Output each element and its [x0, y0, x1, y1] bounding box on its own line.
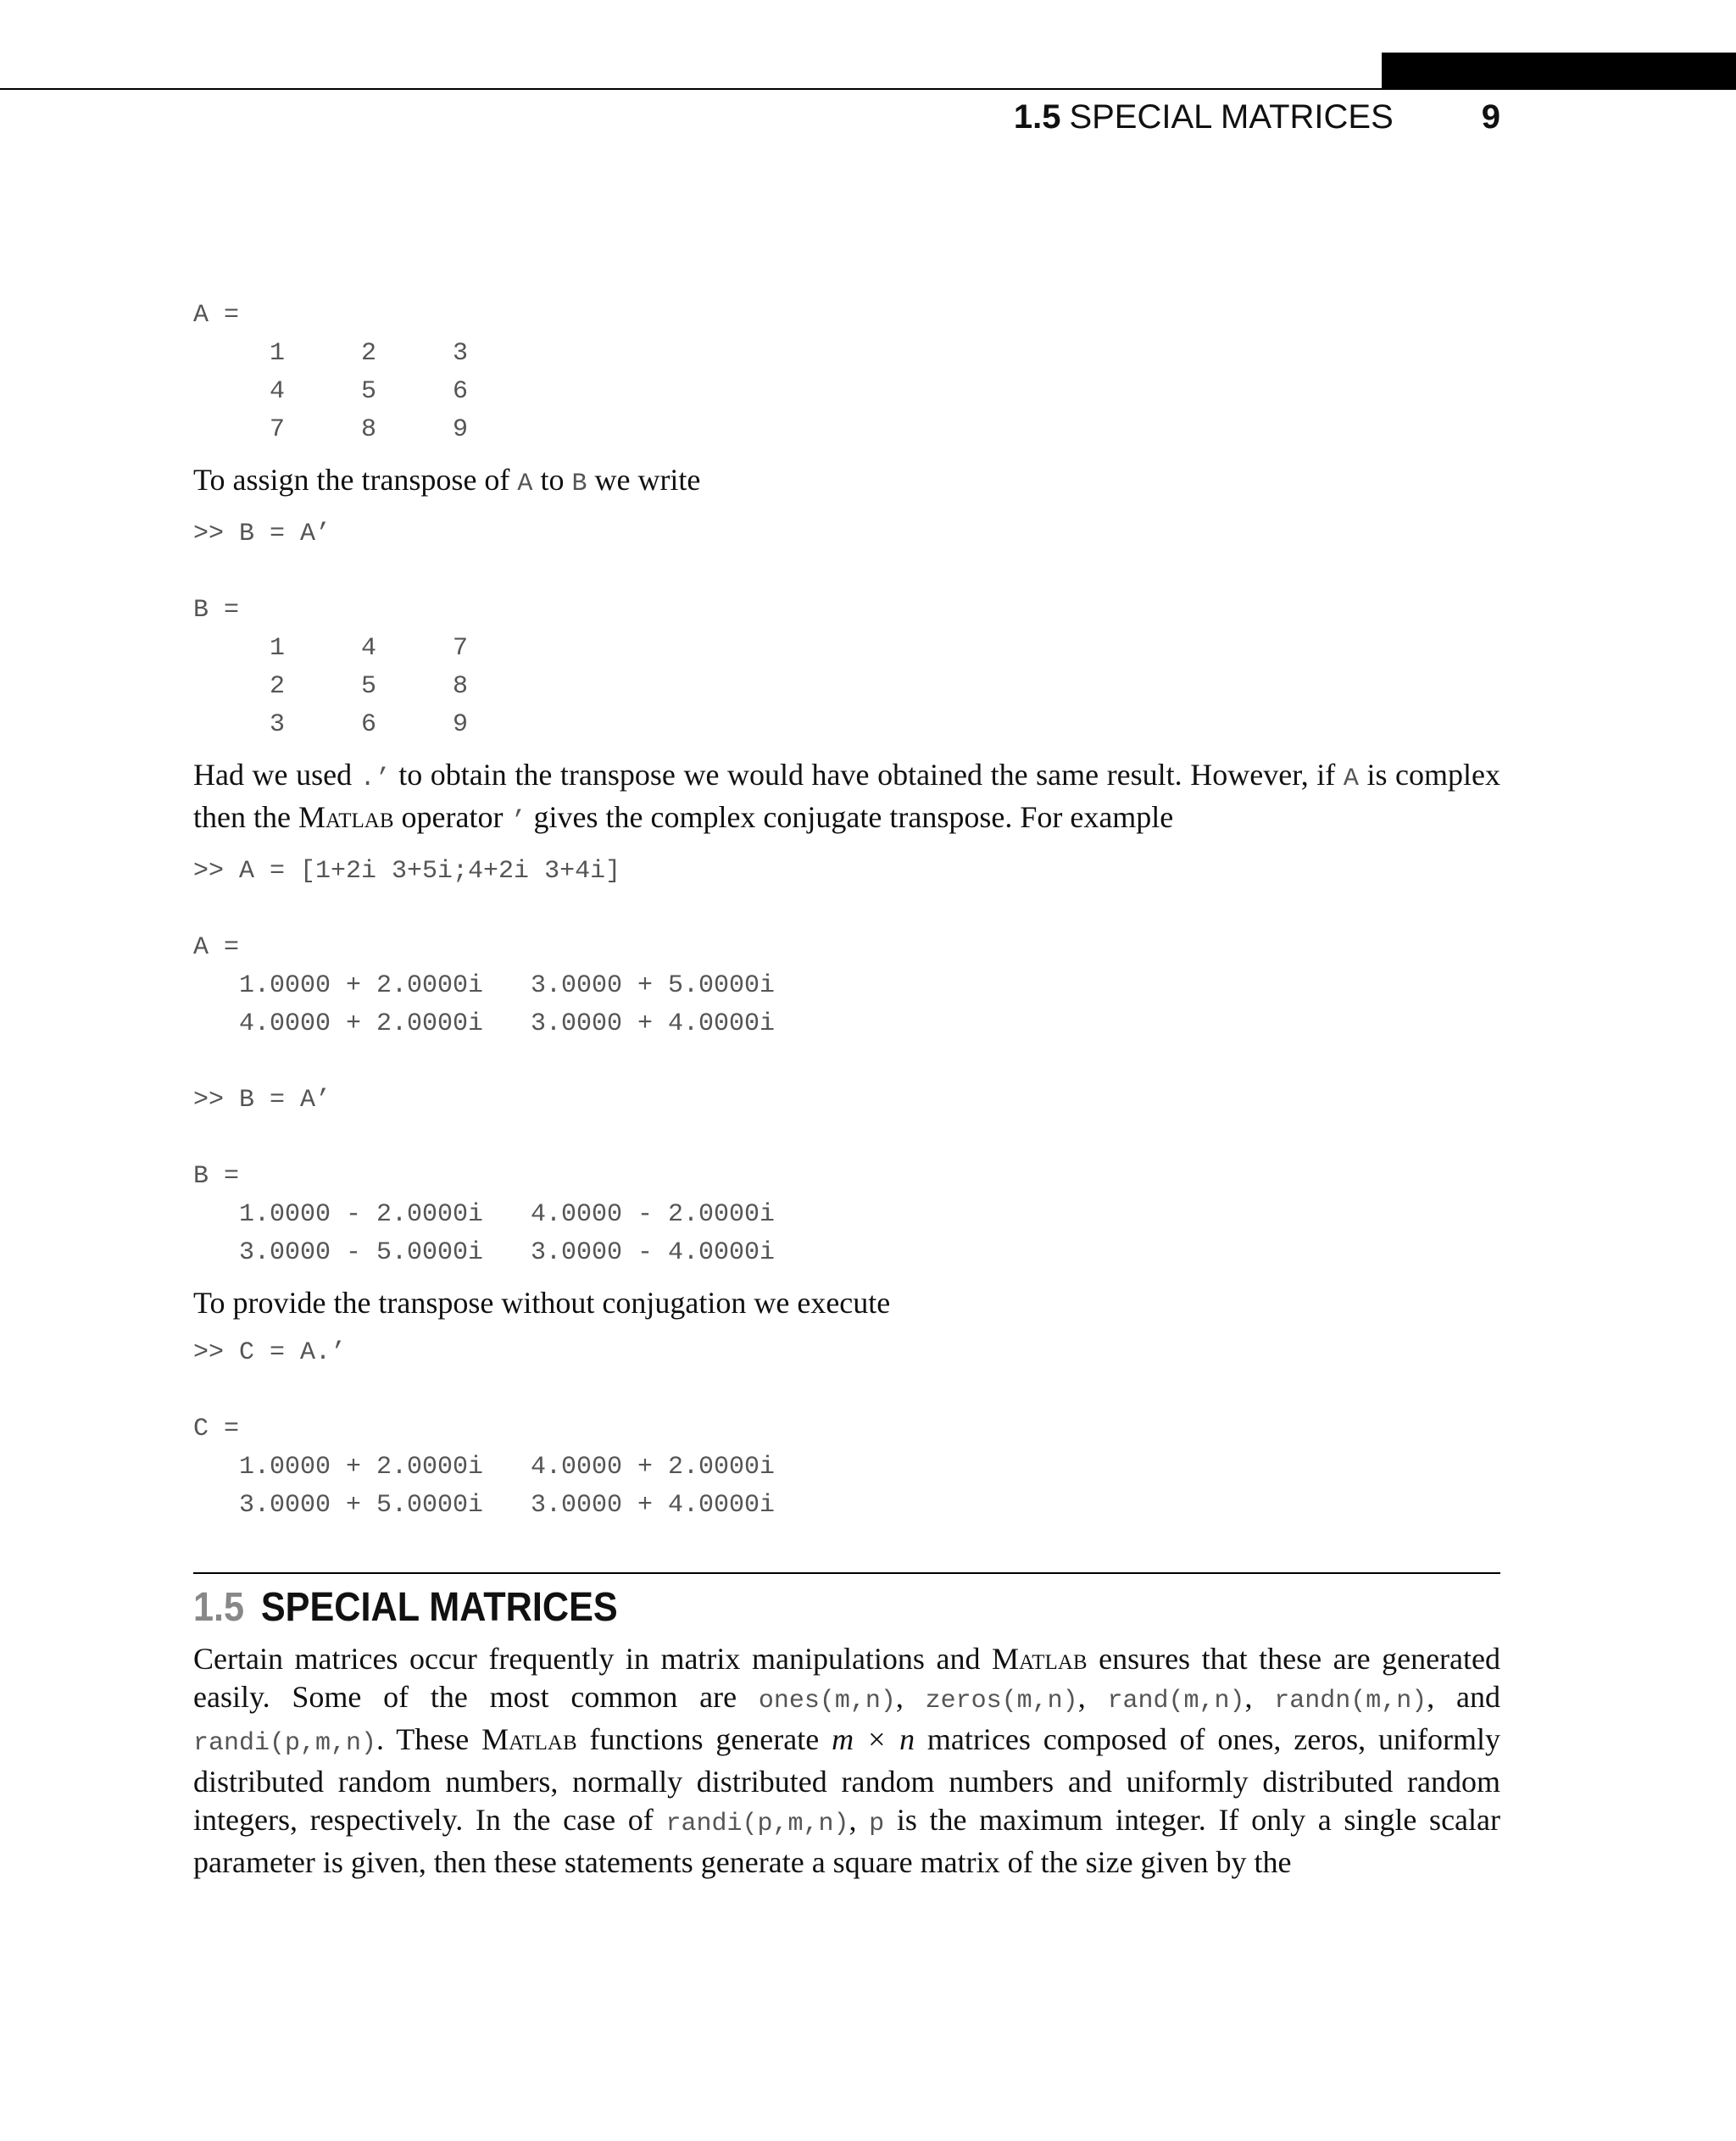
paragraph-transpose-intro: To assign the transpose of A to B we write	[193, 463, 701, 498]
command-line: >> B = A’	[193, 520, 331, 548]
matrix-row: 1.0000 + 2.0000i 3.0000 + 5.0000i	[239, 971, 776, 1000]
running-head-title: SPECIAL MATRICES	[1069, 98, 1394, 136]
matrix-label: C =	[193, 1415, 240, 1443]
running-head-section-number: 1.5	[1013, 98, 1061, 136]
command-line: >> A = [1+2i 3+5i;4+2i 3+4i]	[193, 857, 621, 886]
header-rule	[0, 88, 1736, 90]
section-heading	[193, 1582, 1370, 1633]
matrix-row: 3.0000 - 5.0000i 3.0000 - 4.0000i	[239, 1238, 776, 1267]
matrix-output-c	[193, 1410, 1500, 1525]
matrix-row: 1.0000 + 2.0000i 4.0000 + 2.0000i	[239, 1453, 776, 1482]
matrix-row: 1 2 3	[269, 339, 468, 368]
section-number: 1.5	[193, 1585, 245, 1630]
running-head	[1014, 95, 1500, 139]
matrix-row: 7 8 9	[269, 415, 468, 444]
page-content	[193, 297, 1500, 1882]
command-line: >> B = A’	[193, 1086, 331, 1115]
section-title: SPECIAL MATRICES	[260, 1585, 618, 1630]
matrix-row: 4.0000 + 2.0000i 3.0000 + 4.0000i	[239, 1009, 776, 1038]
header-tab	[1382, 53, 1736, 90]
paragraph-complex-transpose: Had we used .’ to obtain the transpose we would have obtained the same result. However, if A is complex then the Matlab operator ’ gives the complex conjugate transpose. For example	[193, 758, 1500, 836]
matrix-label: B =	[193, 596, 240, 625]
matrix-row: 2 5 8	[269, 672, 468, 701]
matrix-label: B =	[193, 1162, 240, 1191]
paragraph-no-conjugation: To provide the transpose without conjugation we execute	[193, 1286, 891, 1320]
matrix-row: 3 6 9	[269, 710, 468, 739]
matrix-label: A =	[193, 933, 240, 962]
matrix-output-a2	[193, 929, 1500, 1043]
matrix-output-b1	[193, 592, 1500, 744]
command-line: >> C = A.’	[193, 1338, 347, 1367]
matrix-output-a1	[193, 297, 1500, 449]
matrix-row: 3.0000 + 5.0000i 3.0000 + 4.0000i	[239, 1491, 776, 1520]
matrix-row: 4 5 6	[269, 377, 468, 406]
section-rule	[193, 1572, 1500, 1574]
page-number: 9	[1481, 98, 1500, 136]
matrix-output-b2	[193, 1158, 1500, 1272]
matrix-label: A =	[193, 301, 240, 330]
matrix-row: 1.0000 - 2.0000i 4.0000 - 2.0000i	[239, 1200, 776, 1229]
paragraph-special-matrices: Certain matrices occur frequently in matrix manipulations and Matlab ensures that these are generated easily. Some of the most common are ones(m,n), zeros(m,n), rand(m,n), randn(m,n), and randi(p,m,n). These Matlab functions generate m × n matrices composed of ones, zeros, uniformly distributed random numbers, normally distributed random numbers and uniformly distributed random integers, respectively. In the case of randi(p,m,n), p is the maximum integer. If only a single scalar parameter is given, then these statements generate a square matrix of the size given by the	[193, 1642, 1501, 1879]
matrix-row: 1 4 7	[269, 634, 468, 663]
